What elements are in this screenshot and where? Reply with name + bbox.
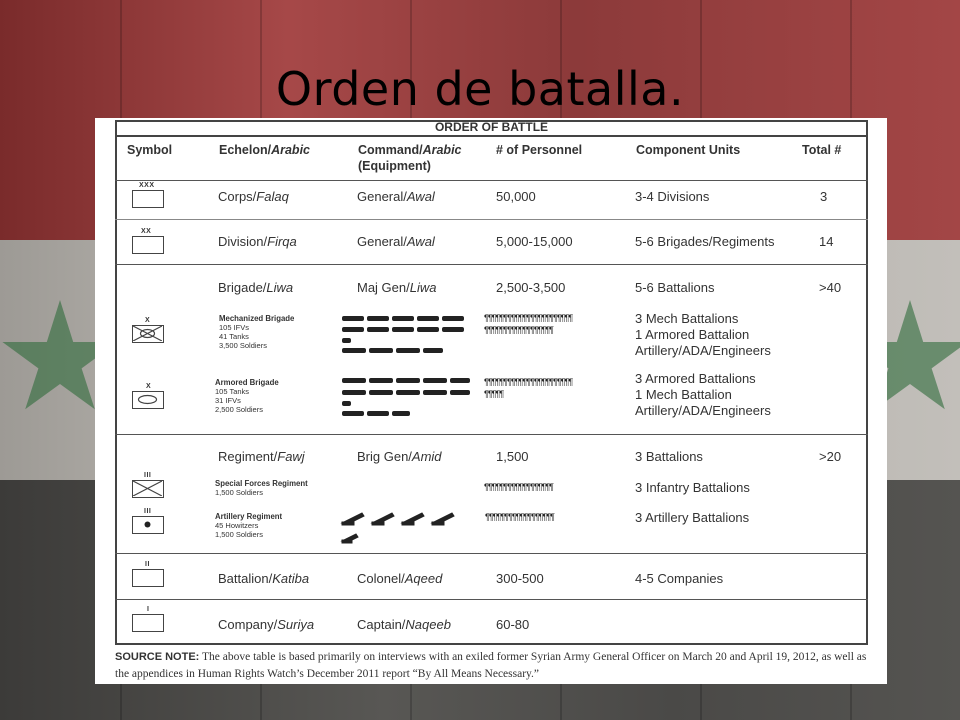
regiment-command: [357, 449, 442, 464]
tank-icon: [342, 348, 366, 353]
tank-icon: [369, 348, 393, 353]
company-symbol-icon: [132, 614, 164, 632]
special-forces-name: Special Forces Regiment: [215, 479, 308, 488]
ifv-icon: [417, 316, 439, 321]
corps-command-arabic: Awal: [406, 189, 435, 204]
source-note-label: SOURCE NOTE:: [115, 651, 200, 663]
division-components: 5-6 Brigades/Regiments: [635, 234, 775, 249]
row-divider: [115, 264, 868, 265]
source-note: [115, 649, 875, 683]
header-symbol: Symbol: [127, 143, 173, 157]
infantry-cross-icon: [133, 481, 162, 496]
mechanized-brigade-name: Mechanized Brigade: [219, 314, 295, 323]
regiment-personnel: 1,500: [496, 449, 529, 464]
battalion-echelon-arabic: Katiba: [272, 571, 310, 586]
division-echelon: [218, 234, 297, 249]
special-forces-personnel-icons: ¶¶¶¶¶¶¶¶¶¶¶¶¶¶¶¶¶¶: [484, 482, 554, 492]
regiment-command-text: Brig Gen/: [357, 449, 412, 464]
brigade-echelon-text: Brigade/: [218, 280, 267, 295]
header-command-arabic: Arabic: [422, 143, 462, 157]
division-echelon-arabic: Firqa: [267, 234, 297, 249]
brigade-command-text: Maj Gen/: [357, 280, 410, 295]
mech-comp-1: 3 Mech Battalions: [635, 311, 739, 326]
header-echelon-arabic: Arabic: [271, 143, 310, 157]
brigade-command: [357, 280, 437, 295]
echelon-marker-xxx: XXX: [139, 182, 155, 189]
armored-brigade-tanks: 105 Tanks: [215, 387, 250, 396]
regiment-echelon: [218, 449, 305, 464]
mechanized-brigade-details: [219, 314, 294, 350]
tank-icon: [369, 390, 393, 395]
header-components: Component Units: [636, 143, 741, 157]
header-command-text: Command/: [358, 143, 423, 157]
brigade-components: 5-6 Battalions: [635, 280, 715, 295]
artillery-dot-icon: [133, 517, 162, 532]
ifv-icon: [442, 327, 464, 332]
mechanized-brigade-ifvs: 105 IFVs: [219, 323, 250, 332]
artillery-symbol-icon: [132, 516, 164, 534]
tank-icon: [423, 348, 443, 353]
echelon-marker-x: X: [146, 383, 152, 390]
division-symbol-icon: [132, 236, 164, 254]
ifv-icon: [342, 411, 364, 416]
armored-comp-3: Artillery/ADA/Engineers: [635, 403, 771, 418]
special-forces-symbol-icon: [132, 480, 164, 498]
tank-icon: [342, 401, 351, 406]
row-divider: [115, 553, 868, 554]
slide-title[interactable]: Orden de batalla.: [275, 62, 685, 116]
mechanized-brigade-personnel-icons: ¶¶¶¶¶¶¶¶¶¶¶¶¶¶¶¶¶¶¶¶¶¶¶: [484, 313, 573, 323]
corps-echelon: [218, 189, 289, 204]
company-command-arabic: Naqeeb: [405, 617, 451, 632]
division-personnel: 5,000-15,000: [496, 234, 573, 249]
tank-icon: [423, 390, 447, 395]
division-command: [357, 234, 435, 249]
howitzer-icon: [340, 510, 470, 546]
division-command-text: General/: [357, 234, 407, 249]
brigade-command-arabic: Liwa: [409, 280, 437, 295]
row-divider: [115, 599, 868, 600]
battalion-command-arabic: Aqeed: [404, 571, 443, 586]
corps-command-text: General/: [357, 189, 407, 204]
division-total: 14: [819, 234, 834, 249]
special-forces-details: [215, 479, 308, 497]
armored-brigade-symbol-icon: [132, 391, 164, 409]
echelon-marker-xx: XX: [141, 228, 152, 235]
ifv-icon: [442, 316, 464, 321]
artillery-regiment-name: Artillery Regiment: [215, 512, 283, 521]
battalion-command-text: Colonel/: [357, 571, 405, 586]
regiment-echelon-text: Regiment/: [218, 449, 278, 464]
armored-brigade-personnel-icons: ¶¶¶¶¶: [484, 389, 504, 399]
company-command-text: Captain/: [357, 617, 406, 632]
mechanized-brigade-components: [635, 311, 771, 359]
regiment-total: >20: [819, 449, 842, 464]
division-command-arabic: Awal: [406, 234, 435, 249]
row-divider: [115, 434, 868, 435]
artillery-regiment-personnel-icons: ¶¶¶¶¶¶¶¶¶¶¶¶¶¶¶¶¶¶: [485, 512, 555, 522]
brigade-total: >40: [819, 280, 842, 295]
brigade-personnel: 2,500-3,500: [496, 280, 566, 295]
artillery-regiment-howitzers: 45 Howitzers: [215, 521, 259, 530]
artillery-regiment-soldiers: 1,500 Soldiers: [215, 530, 263, 539]
corps-echelon-arabic: Falaq: [256, 189, 289, 204]
corps-command: [357, 189, 435, 204]
mech-comp-3: Artillery/ADA/Engineers: [635, 343, 771, 358]
armored-brigade-personnel-icons: ¶¶¶¶¶¶¶¶¶¶¶¶¶¶¶¶¶¶¶¶¶¶¶: [484, 377, 573, 387]
mechanized-cross-icon: [133, 326, 162, 341]
mechanized-brigade-tanks: 41 Tanks: [219, 332, 249, 341]
ifv-icon: [367, 327, 389, 332]
regiment-echelon-arabic: Fawj: [277, 449, 305, 464]
tank-icon: [369, 378, 393, 383]
tank-icon: [450, 390, 470, 395]
company-echelon-arabic: Suriya: [277, 617, 315, 632]
row-divider: [115, 219, 868, 220]
echelon-marker-ii: II: [145, 561, 150, 568]
table-title: ORDER OF BATTLE: [115, 120, 868, 137]
armor-oval-icon: [133, 392, 162, 407]
armored-brigade-soldiers: 2,500 Soldiers: [215, 405, 263, 414]
tank-icon: [342, 378, 366, 383]
corps-components: 3-4 Divisions: [635, 189, 710, 204]
battalion-personnel: 300-500: [496, 571, 544, 586]
tank-icon: [423, 378, 447, 383]
corps-total: 3: [820, 189, 828, 204]
source-note-text: The above table is based primarily on interviews with an exiled former Syrian Army General Officer on March 20 and April 19, 2012, as well as the appendices in Human Rights Watch’s December 2011 report “By All Means Necessary.”: [115, 651, 867, 680]
armored-brigade-ifvs: 31 IFVs: [215, 396, 241, 405]
tank-icon: [396, 390, 420, 395]
special-forces-components: 3 Infantry Battalions: [635, 480, 750, 495]
armored-comp-1: 3 Armored Battalions: [635, 371, 756, 386]
company-personnel: 60-80: [496, 617, 530, 632]
header-echelon-text: Echelon/: [219, 143, 272, 157]
artillery-regiment-details: [215, 512, 282, 539]
special-forces-soldiers: 1,500 Soldiers: [215, 488, 263, 497]
company-echelon: [218, 617, 314, 632]
header-command-sub: (Equipment): [358, 159, 431, 173]
tank-icon: [450, 378, 470, 383]
armored-brigade-name: Armored Brigade: [215, 378, 279, 387]
mech-comp-2: 1 Armored Battalion: [635, 327, 750, 342]
ifv-icon: [392, 316, 414, 321]
brigade-echelon-arabic: Liwa: [266, 280, 294, 295]
ifv-icon: [342, 316, 364, 321]
artillery-regiment-components: 3 Artillery Battalions: [635, 510, 750, 525]
corps-personnel: 50,000: [496, 189, 536, 204]
echelon-marker-iii: III: [144, 472, 152, 479]
ifv-icon: [392, 327, 414, 332]
tank-icon: [342, 390, 366, 395]
header-command: [358, 142, 462, 174]
corps-symbol-icon: [132, 190, 164, 208]
ifv-icon: [342, 327, 364, 332]
brigade-echelon: [218, 280, 293, 295]
mechanized-brigade-symbol-icon: [132, 325, 164, 343]
division-echelon-text: Division/: [218, 234, 268, 249]
tank-icon: [396, 378, 420, 383]
tank-icon: [396, 348, 420, 353]
ifv-icon: [342, 338, 351, 343]
mechanized-brigade-personnel-icons: ¶¶¶¶¶¶¶¶¶¶¶¶¶¶¶¶¶¶: [484, 325, 554, 335]
echelon-marker-i: I: [147, 606, 150, 613]
battalion-symbol-icon: [132, 569, 164, 587]
company-command: [357, 617, 451, 632]
armored-brigade-details: [215, 378, 279, 414]
regiment-command-arabic: Amid: [411, 449, 442, 464]
armored-comp-2: 1 Mech Battalion: [635, 387, 732, 402]
armored-brigade-components: [635, 371, 771, 419]
ifv-icon: [367, 411, 389, 416]
header-echelon: [219, 142, 310, 158]
echelon-marker-x: X: [145, 317, 151, 324]
ifv-icon: [417, 327, 439, 332]
header-total: Total #: [802, 143, 842, 157]
mechanized-brigade-soldiers: 3,500 Soldiers: [219, 341, 267, 350]
header-personnel: # of Personnel: [496, 143, 583, 157]
company-echelon-text: Company/: [218, 617, 278, 632]
corps-echelon-text: Corps/: [218, 189, 257, 204]
ifv-icon: [392, 411, 410, 416]
battalion-echelon: [218, 571, 309, 586]
ifv-icon: [367, 316, 389, 321]
battalion-command: [357, 571, 442, 586]
order-of-battle-image: [95, 118, 887, 684]
battalion-echelon-text: Battalion/: [218, 571, 273, 586]
regiment-components: 3 Battalions: [635, 449, 703, 464]
battalion-components: 4-5 Companies: [635, 571, 724, 586]
header-rule: [115, 180, 868, 181]
echelon-marker-iii: III: [144, 508, 152, 515]
